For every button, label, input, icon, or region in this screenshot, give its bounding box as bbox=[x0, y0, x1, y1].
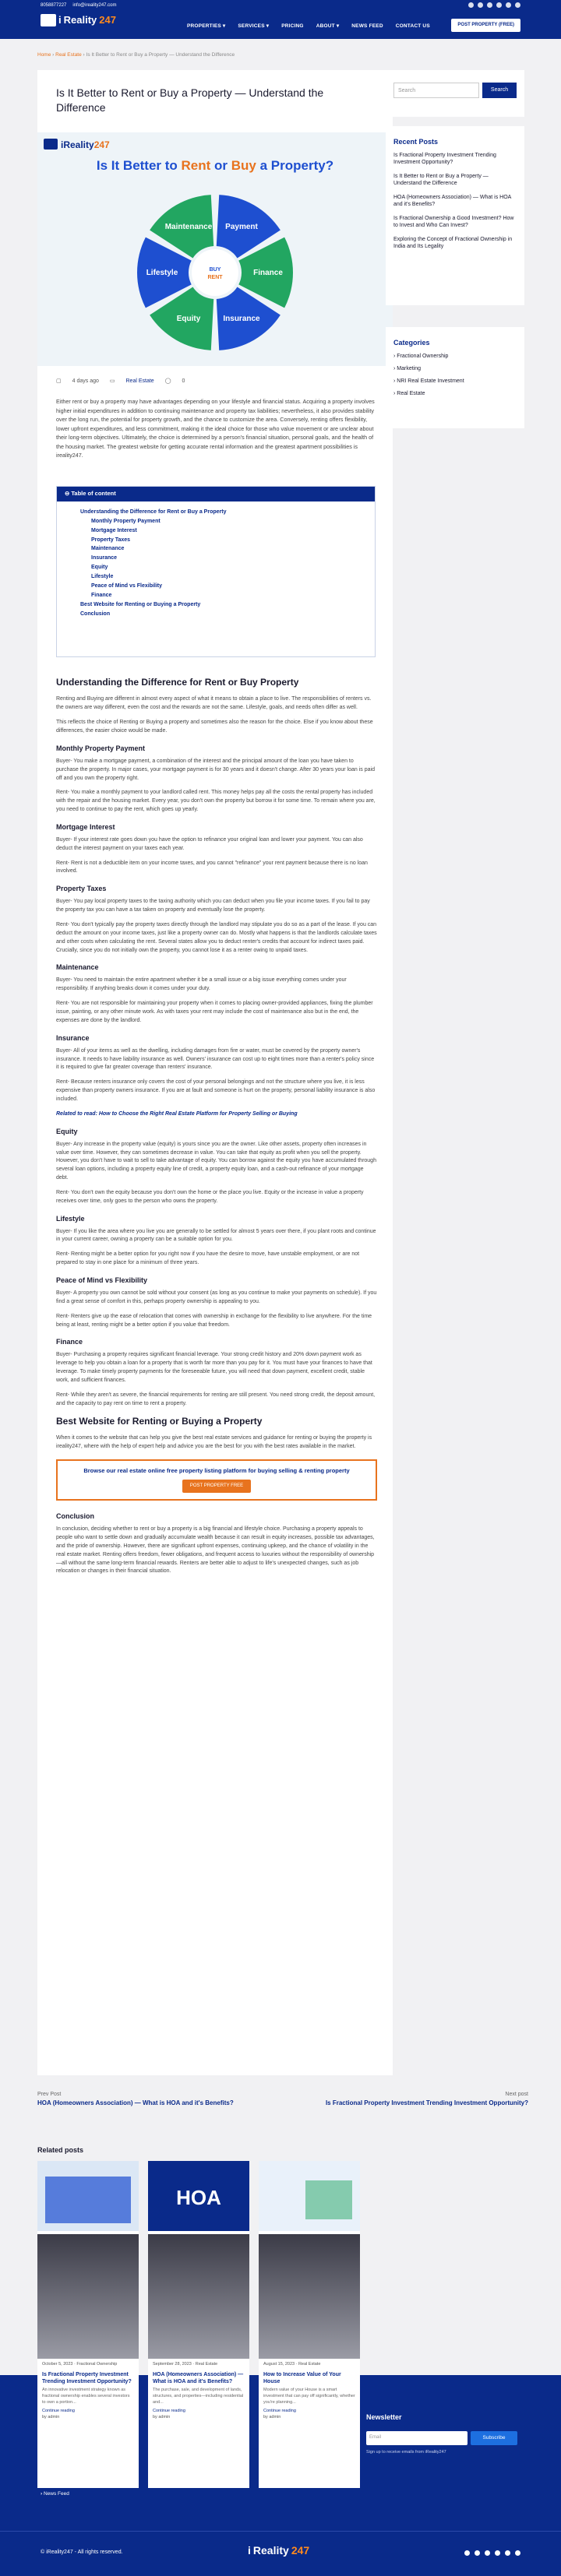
post-meta bbox=[56, 378, 185, 385]
twitter-icon[interactable] bbox=[475, 2550, 480, 2556]
toc-header[interactable]: ⊖ Table of content bbox=[57, 487, 375, 501]
continue-reading-link[interactable]: Continue reading bbox=[263, 2409, 296, 2414]
svg-text:iReality247: iReality247 bbox=[61, 139, 110, 150]
phone-text[interactable]: 8058877227 bbox=[41, 3, 67, 8]
sidebar-categories bbox=[386, 327, 524, 428]
pinterest-icon[interactable] bbox=[515, 2, 520, 8]
prev-post[interactable] bbox=[37, 2091, 234, 2108]
hero-illustration bbox=[37, 132, 393, 366]
hero-heading: Is It Better to Rent or Buy a Property? bbox=[96, 158, 334, 173]
breadcrumb-current: Is It Better to Rent or Buy a Property — Understand the Difference bbox=[86, 52, 235, 58]
newsletter-title: Newsletter bbox=[366, 2413, 402, 2421]
article-body bbox=[56, 676, 377, 1582]
related-post-title[interactable]: HOA (Homeowners Association) — What is HOA and it's Benefits? bbox=[153, 2371, 244, 2384]
recent-post-link[interactable]: HOA (Homeowners Association) — What is HOA and it's Benefits? bbox=[393, 194, 511, 208]
newsletter-title-wrap bbox=[366, 2412, 402, 2423]
youtube-icon[interactable] bbox=[506, 2, 511, 8]
heading-monthly: Monthly Property Payment bbox=[56, 744, 146, 752]
categories-title: Categories bbox=[393, 339, 430, 347]
table-of-contents bbox=[56, 486, 376, 657]
paragraph: Rent- You are not responsible for maintaining your property when it comes to placing owner-provided appliances, fixing the plumber issue, painting, or any other minute work. As with taxes your rent may include the cost of maintenance also but in the end, the expenses are done by the landlord. bbox=[56, 1001, 373, 1023]
heading-lifestyle: Lifestyle bbox=[56, 1214, 85, 1223]
nav-pricing[interactable]: PRICING bbox=[281, 23, 304, 29]
search-input[interactable]: Search bbox=[393, 83, 479, 98]
nav-contact[interactable]: CONTACT US bbox=[395, 23, 430, 29]
post-category[interactable]: Real Estate bbox=[125, 378, 154, 384]
related-post-image-fill bbox=[37, 2234, 139, 2359]
facebook-icon[interactable] bbox=[464, 2550, 470, 2556]
article-card bbox=[37, 70, 393, 2075]
wheel-segment-label: Insurance bbox=[223, 314, 260, 323]
calendar-icon: ▢ bbox=[56, 378, 62, 384]
paragraph: Rent- Renting might be a better option for you right now if you have the desire to move, have unstable employment, or are not prepared to stay in one place for a minimum of three years. bbox=[56, 1251, 360, 1266]
paragraph: Renting and Buying are different in almost every aspect of what it means to obtain a place to live. The responsibilities of renters vs. the owners are way different, even the cost and the rewards are not the same. Lifestyle, goals, and needs often differ as well. bbox=[56, 696, 372, 711]
toc-item[interactable]: Peace of Mind vs Flexibility bbox=[91, 583, 163, 589]
related-post-author: by admin bbox=[153, 2415, 171, 2420]
logo-mark-icon bbox=[41, 14, 56, 26]
paragraph: Buyer- A property you own cannot be sold without your consent (as long as you continue to make your payments on schedule). If you find a great sense of comfort in this, perhaps property ownership is appealing to you. bbox=[56, 1290, 377, 1304]
sidebar-search bbox=[386, 70, 524, 117]
comment-icon: ◯ bbox=[164, 378, 171, 384]
paragraph: Buyer- You pay local property taxes to the taxing authority which you can deduct when you file your income taxes. If you fail to pay the property tax you can have a tax taken on property and eventually lose the property. bbox=[56, 899, 370, 913]
heading-equity: Equity bbox=[56, 1127, 78, 1135]
category-link[interactable]: › NRI Real Estate Investment bbox=[393, 378, 464, 385]
related-posts-heading: Related posts bbox=[37, 2146, 84, 2154]
recent-posts-title: Recent Posts bbox=[393, 138, 439, 146]
post-property-button[interactable]: POST PROPERTY (FREE) bbox=[451, 19, 520, 32]
related-post-title[interactable]: Is Fractional Property Investment Trending Investment Opportunity? bbox=[42, 2371, 132, 2384]
hero-logo bbox=[44, 139, 110, 150]
recent-post-link[interactable]: Exploring the Concept of Fractional Ownership in India and Its Legality bbox=[393, 236, 513, 249]
footer-social-icons bbox=[464, 2550, 520, 2556]
news-feed-link[interactable]: › News Feed bbox=[41, 2491, 69, 2497]
nav-services[interactable]: SERVICES ▾ bbox=[238, 23, 270, 29]
heading-insurance: Insurance bbox=[56, 1033, 90, 1042]
header-social-icons bbox=[468, 2, 520, 8]
newsletter-email-input[interactable]: Email bbox=[366, 2431, 468, 2445]
prev-post-label: Prev Post bbox=[37, 2092, 62, 2097]
svg-text:HOA: HOA bbox=[176, 2186, 221, 2209]
toc-item[interactable]: Insurance bbox=[91, 555, 118, 561]
toc-item[interactable]: Finance bbox=[91, 592, 112, 598]
sidebar-recent-posts bbox=[386, 126, 524, 305]
cta-text: Browse our real estate online free property listing platform for buying selling & renting property bbox=[83, 1466, 350, 1474]
paragraph: Rent- Renters give up the ease of relocation that comes with ownership in exchange for the flexibility to live anywhere. For the time being at least, renting might be a better option if you value that freedom. bbox=[56, 1313, 372, 1328]
breadcrumb-home[interactable]: Home bbox=[37, 52, 51, 58]
post-date: 4 days ago bbox=[72, 378, 99, 384]
paragraph: Rent- While they aren't as severe, the financial requirements for renting are still present. You need strong credit, the deposit amount, and the capacity to pay rent on time to rent a property. bbox=[56, 1392, 376, 1406]
paragraph: Rent- Because renters insurance only covers the cost of your personal belongings and not the structure where you live, it is less expensive than property owners insurance. If you are at fault and someone is hurt on the property, personal liability insurance is also included. bbox=[56, 1079, 376, 1102]
paragraph: This reflects the choice of Renting or Buying a property and sometimes also the reason for the choice. Else if you know about these differences, the easier choice would be made. bbox=[56, 720, 373, 734]
recent-post-link[interactable]: Is It Better to Rent or Buy a Property — Understand the Difference bbox=[393, 173, 489, 187]
paragraph: Rent- Rent is not a deductible item on your income taxes, and you cannot "refinance" your rent payment because there is no loan involved. bbox=[56, 860, 368, 875]
paragraph: Rent- You don't typically pay the property taxes directly through the landlord may stipulate you do so as a part of the lease. If you can deduct the amount on your income taxes, just like a property owner can do. Mostly what happens is that the landlords calculate taxes and other costs when calculating the rent. Several states allow you to deduct renter's credits that account for indirect taxes paid. Crucially, since you do not initially own the property, you cannot lose it as a renter owing to unpaid taxes. bbox=[56, 922, 377, 953]
wheel-segment-label: Lifestyle bbox=[146, 269, 178, 277]
heading-finance: Finance bbox=[56, 1338, 83, 1346]
twitter-icon[interactable] bbox=[478, 2, 483, 8]
page-title: Is It Better to Rent or Buy a Property — Understand the Difference bbox=[56, 86, 324, 114]
linkedin-icon[interactable] bbox=[495, 2550, 500, 2556]
related-post-image-fill bbox=[148, 2234, 249, 2359]
subscribe-button[interactable]: Subscribe bbox=[471, 2431, 517, 2445]
cta-post-property-button[interactable]: POST PROPERTY FREE bbox=[182, 1480, 251, 1493]
related-post-title[interactable]: How to Increase Value of Your House bbox=[263, 2371, 341, 2384]
breadcrumb-section[interactable]: Real Estate bbox=[55, 52, 82, 58]
category-link[interactable]: › Marketing bbox=[393, 366, 422, 372]
site-footer bbox=[0, 2531, 561, 2576]
logo-text: Reality bbox=[63, 14, 97, 26]
related-post-excerpt: Modern value of your House is a smart investment that can pay off significantly, whether you're planning... bbox=[263, 2388, 355, 2405]
hero-image bbox=[37, 132, 393, 366]
wheel-segment-label: Payment bbox=[225, 223, 258, 232]
continue-reading-link[interactable]: Continue reading bbox=[42, 2409, 75, 2414]
facebook-icon[interactable] bbox=[468, 2, 474, 8]
heading-peace: Peace of Mind vs Flexibility bbox=[56, 1276, 148, 1284]
nav-about[interactable]: ABOUT ▾ bbox=[316, 23, 340, 29]
heading-mortgage: Mortgage Interest bbox=[56, 822, 115, 831]
paragraph: Buyer- Any increase in the property value (equity) is yours since you are the owner. Like other assets, property often increases in value over time. However, they can sometimes decrease in value. You can take that equity as profit when you sell the property. However, you don't have to wait to sell to take advantage of equity. You can borrow against the equity you have accumulated through several loan options, including a property equity line of credit, a property equity loan, and a cash-out refinance of your mortgage debt. bbox=[56, 1141, 376, 1181]
related-post-meta: September 28, 2023 · Real Estate bbox=[153, 2361, 218, 2367]
related-post-thumbnail bbox=[259, 2161, 360, 2231]
toc-item[interactable]: Conclusion bbox=[80, 611, 111, 617]
toc-list bbox=[57, 501, 375, 619]
next-post[interactable] bbox=[326, 2091, 528, 2108]
wheel-center bbox=[192, 249, 238, 296]
paragraph: In conclusion, deciding whether to rent or buy a property is a big financial and lifestyle choice. Purchasing a property appeals to people who want to settle down and gradually accumulate wealth because it can result in equity increases, possible tax advantages, and the pride of ownership. However, there are significant upfront expenses, continuing upkeep, and the chance of volatility in the real estate market. Renting offers freedom, fewer obligations, and frequent access to luxuries without the responsibility of ownership—all without the same long-term financial rewards. Renters are better able to adjust to life's unexpected changes, such as job relocation or changes in their financial situation. bbox=[56, 1526, 375, 1575]
toc-item[interactable]: Mortgage Interest bbox=[91, 527, 137, 533]
nav-news-feed[interactable]: NEWS FEED bbox=[351, 23, 383, 29]
paragraph: Buyer- Purchasing a property requires significant financial leverage. Your strong credit history and 20% down payment work as leverage to help you obtain a loan for a property that is worth far more than you pay for it. You must have your finances to have that leverage. To make timely property payments for the foreseeable future, you will need that down payment, excellent credit, stable work, and sufficient finances. bbox=[56, 1352, 372, 1383]
toc-item[interactable]: Understanding the Difference for Rent or Buy a Property bbox=[80, 509, 227, 515]
related-post-card[interactable] bbox=[148, 2161, 249, 2488]
category-link[interactable]: › Real Estate bbox=[393, 391, 425, 397]
continue-reading-link[interactable]: Continue reading bbox=[153, 2409, 185, 2414]
paragraph: Buyer- All of your items as well as the dwelling, including damages from fire or water, must be covered by the property owner's insurance. It needs to have liability insurance as well. Owners' insurance can cost up to eight times more than a renter's policy since it is required to give far greater coverage than renters' insurance. bbox=[56, 1047, 375, 1071]
search-button[interactable]: Search bbox=[482, 83, 517, 98]
toc-item[interactable]: Monthly Property Payment bbox=[91, 518, 161, 524]
related-post-excerpt: An innovative investment strategy known as fractional ownership enables several investors to own a portion... bbox=[42, 2388, 130, 2405]
heading-maintenance: Maintenance bbox=[56, 963, 99, 972]
heading-best-website: Best Website for Renting or Buying a Property bbox=[56, 1415, 263, 1427]
toc-item[interactable]: Maintenance bbox=[91, 546, 125, 552]
toc-item[interactable]: Property Taxes bbox=[91, 537, 131, 543]
related-post-card[interactable] bbox=[259, 2161, 360, 2488]
paragraph: Rent- You make a monthly payment to your landlord called rent. This money helps pay all the costs the rental property has included with the repair and the housing market. Every year, you don't own the property but borrow it for some time. To remain where you are, you need to continue to pay the rent, which goes up yearly. bbox=[56, 790, 376, 813]
related-post-image-fill bbox=[259, 2234, 360, 2359]
related-post-excerpt: The purchase, sale, and development of lands, structures, and properties—including residential and... bbox=[153, 2388, 244, 2405]
youtube-icon[interactable] bbox=[505, 2550, 510, 2556]
wheel-segment-label: Equity bbox=[176, 314, 201, 323]
paragraph: Buyer- You make a mortgage payment, a combination of the interest and the principal amount of the loan you have taken to purchase the property. In major cases, your mortgage payment is for 30 years and it doesn't change. After 30 years your loan is paid off and you own the property right. bbox=[56, 758, 375, 781]
instagram-icon[interactable] bbox=[485, 2550, 490, 2556]
category-link[interactable]: › Fractional Ownership bbox=[393, 354, 449, 360]
related-post-author: by admin bbox=[42, 2415, 60, 2420]
paragraph: When it comes to the website that can help you give the best real estate services and guidance for renting or buying the property is ireality247, where with the help of expert help and advice you are the best for you with the best rates available in the market. bbox=[56, 1434, 372, 1449]
paragraph: Buyer- If you like the area where you live you are generally to be settled for almost 5 years over there, if you plant roots and continue in your current career, owning a property can be a suitable option for you. bbox=[56, 1228, 376, 1243]
wheel-center-label: RENT bbox=[207, 275, 223, 280]
wheel-segment-label: Finance bbox=[253, 269, 283, 277]
site-logo[interactable] bbox=[41, 13, 116, 28]
email-text[interactable]: info@ireality247.com bbox=[72, 3, 117, 8]
prev-post-title[interactable]: HOA (Homeowners Association) — What is HOA and it's Benefits? bbox=[37, 2099, 234, 2107]
breadcrumb: Home › Real Estate › Is It Better to Rent or Buy a Property — Understand the Difference bbox=[37, 52, 235, 58]
related-post-card[interactable] bbox=[37, 2161, 139, 2488]
linkedin-icon[interactable] bbox=[496, 2, 502, 8]
contact-line bbox=[41, 2, 117, 9]
related-post-author: by admin bbox=[263, 2415, 281, 2420]
intro-paragraph: Either rent or buy a property may have advantages depending on your lifestyle and financial status. Acquiring a property involves higher initial expenditures in addition to continuing maintenance and property tax liabilities; nevertheless, it also provides stability over the long run, the potential for property growth, and the chance to customize the area. Conversely, renting offers flexibility, lower upfront expenditures, and less commitment, making it the ideal choice for those who value movement or are unclear about their long-term objectives. Ultimately, the choice is determined by a person's financial situation, personal goals, and the health of the housing market. The greatest website for getting accurate rental information and the greatest apartment possibilities is ireality247. bbox=[56, 398, 375, 459]
logo-prefix: i bbox=[58, 14, 62, 26]
toc-toggle-icon[interactable]: ⊖ bbox=[65, 490, 70, 497]
toc-item[interactable]: Equity bbox=[91, 565, 108, 571]
heading-taxes: Property Taxes bbox=[56, 885, 107, 893]
site-header bbox=[0, 0, 561, 39]
copyright-text: © iReality247 - All rights reserved. bbox=[41, 2550, 123, 2555]
related-post-thumbnail bbox=[37, 2161, 139, 2231]
nav-properties[interactable]: PROPERTIES ▾ bbox=[187, 23, 226, 29]
paragraph: Rent- You don't own the equity because you don't own the home or the place you live. Equity or the increase in value a property receives over time, only goes to the person who owns the property. bbox=[56, 1189, 364, 1204]
recent-post-link[interactable]: Is Fractional Ownership a Good Investment? How to Invest and Who Can Invest? bbox=[393, 215, 514, 229]
wheel-segment-label: Maintenance bbox=[164, 223, 213, 232]
comment-count[interactable]: 0 bbox=[182, 378, 185, 384]
newsletter-note: Sign up to receive emails from iReality247 bbox=[366, 2450, 446, 2455]
related-post-meta: August 15, 2023 · Real Estate bbox=[263, 2361, 321, 2367]
main-nav bbox=[187, 23, 430, 30]
wheel-center-label: BUY bbox=[209, 267, 221, 273]
toc-item[interactable]: Best Website for Renting or Buying a Property bbox=[80, 601, 201, 607]
related-post-thumbnail bbox=[148, 2161, 249, 2231]
cta-box bbox=[56, 1459, 377, 1501]
folder-icon: ▭ bbox=[109, 378, 115, 384]
next-post-title[interactable]: Is Fractional Property Investment Trending Investment Opportunity? bbox=[325, 2099, 528, 2107]
recent-post-link[interactable]: Is Fractional Property Investment Trending Investment Opportunity? bbox=[393, 153, 496, 166]
pinterest-icon[interactable] bbox=[515, 2550, 520, 2556]
next-post-label: Next post bbox=[505, 2092, 528, 2097]
heading-conclusion: Conclusion bbox=[56, 1512, 94, 1521]
toc-item[interactable]: Lifestyle bbox=[91, 574, 114, 580]
related-post-meta: October 5, 2023 · Fractional Ownership bbox=[42, 2361, 118, 2367]
logo-num: 247 bbox=[99, 14, 116, 26]
paragraph: Buyer- You need to maintain the entire apartment whether it be a small issue or a big issue everything comes under your responsibility. If anything breaks down it comes under your duty. bbox=[56, 977, 347, 992]
paragraph: Buyer- If your interest rate goes down you have the option to refinance your original loan and lower your payment. You can also deduct the interest payment on your taxes each year. bbox=[56, 836, 363, 851]
related-read-link[interactable]: Related to read: How to Choose the Right Real Estate Platform for Property Selling or Buying bbox=[56, 1110, 298, 1117]
heading-understanding: Understanding the Difference for Rent or Buy Property bbox=[56, 677, 299, 688]
instagram-icon[interactable] bbox=[487, 2, 492, 8]
footer-logo[interactable]: i Reality 247 bbox=[248, 2544, 310, 2557]
